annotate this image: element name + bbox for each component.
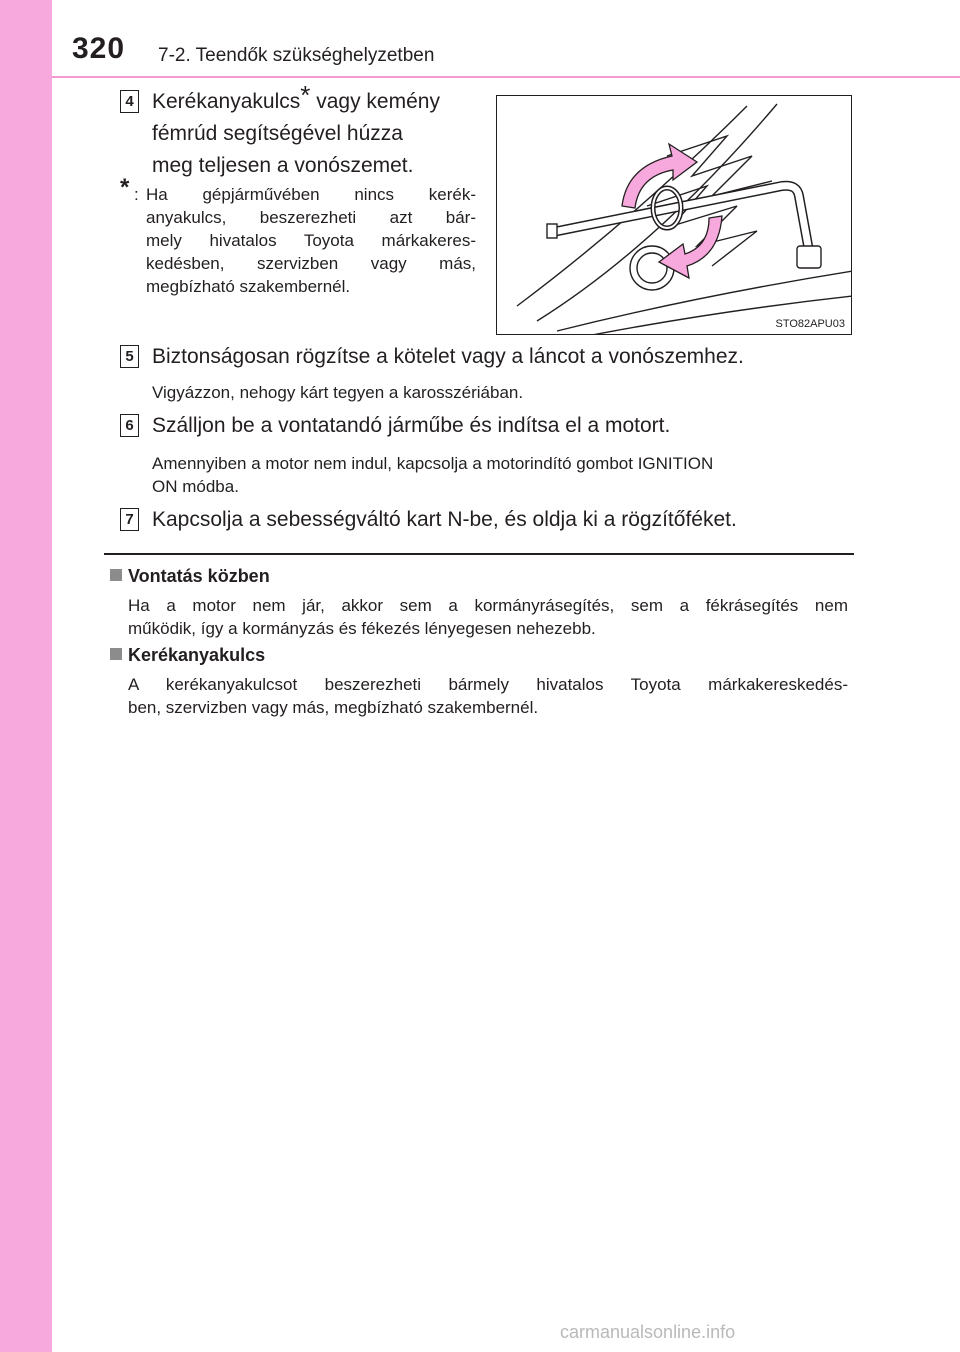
step-5-note: Vigyázzon, nehogy kárt tegyen a karosszériában. [152,383,524,402]
step-4-line-4: meg teljesen a vonószemet. [152,154,414,177]
step-5-number: 5 [120,345,139,368]
step-6-text: Szálljon be a vontatandó járműbe és indítsa el a motort. [152,414,671,437]
section-divider [104,553,854,555]
step-4-footnote [146,183,476,298]
step-7-text: Kapcsolja a sebességváltó kart N-be, és oldja ki a rögzítőféket. [152,508,737,531]
step-7-number: 7 [120,508,139,531]
illustration-towing-eye [496,95,852,335]
rotation-arrow-upper-icon [622,144,697,208]
page-number: 320 [72,32,126,65]
footnote-asterisk: * [120,174,130,201]
figure-code: STO82APU03 [775,318,845,330]
info-towing-line-1: Ha a motor nem jár, akkor sem a kormányrásegítés, sem a fékrásegítés nem [128,596,848,615]
step-6-note-line-1: Amennyiben a motor nem indul, kapcsolja a motorindító gombot IGNITION [152,454,714,473]
info-body-towing [128,594,848,640]
section-title: 7-2. Teendők szükséghelyzetben [158,45,435,66]
footnote-line-4: kedésben, szervizben vagy más, [146,254,476,273]
step-4-text [152,80,482,182]
info-towing-line-2: működik, így a kormányzás és fékezés lényegesen nehezebb. [128,619,596,638]
step-4-asterisk: * [300,80,311,110]
rotation-arrow-lower-icon [659,216,722,278]
footnote-line-2: anyakulcs, beszerezheti azt bár- [146,208,476,227]
bullet-square-icon [110,569,122,581]
step-4-number: 4 [120,90,139,113]
info-heading-wrench [110,645,265,666]
footnote-line-3: mely hivatalos Toyota márkakeres- [146,231,476,250]
info-body-wrench [128,673,848,719]
step-6-note [152,452,852,498]
footnote-colon: : [134,185,139,204]
step-5-text: Biztonságosan rögzítse a kötelet vagy a láncot a vonószemhez. [152,345,744,368]
bullet-square-icon [110,648,122,660]
info-heading-wrench-label: Kerékanyakulcs [128,645,266,665]
footnote-line-1: Ha gépjárművében nincs kerék- [146,185,476,204]
step-4-line-2: vagy kemény [316,90,440,113]
step-4-line-3: fémrúd segítségével húzza [152,122,403,145]
header-rule [52,76,960,78]
side-color-band [0,0,52,1352]
towing-eye-drawing [497,96,852,335]
info-heading-towing-label: Vontatás közben [128,566,270,586]
info-heading-towing [110,566,270,587]
step-4-line-1: Kerékanyakulcs [152,90,301,113]
footnote-line-5: megbízható szakembernél. [146,277,351,296]
info-wrench-line-2: ben, szervizben vagy más, megbízható szakembernél. [128,698,539,717]
watermark: carmanualsonline.info [560,1322,736,1342]
step-6-number: 6 [120,414,139,437]
step-6-note-line-2: ON módba. [152,477,239,496]
info-wrench-line-1: A kerékanyakulcsot beszerezheti bármely hivatalos Toyota márkakereskedés- [128,675,848,694]
